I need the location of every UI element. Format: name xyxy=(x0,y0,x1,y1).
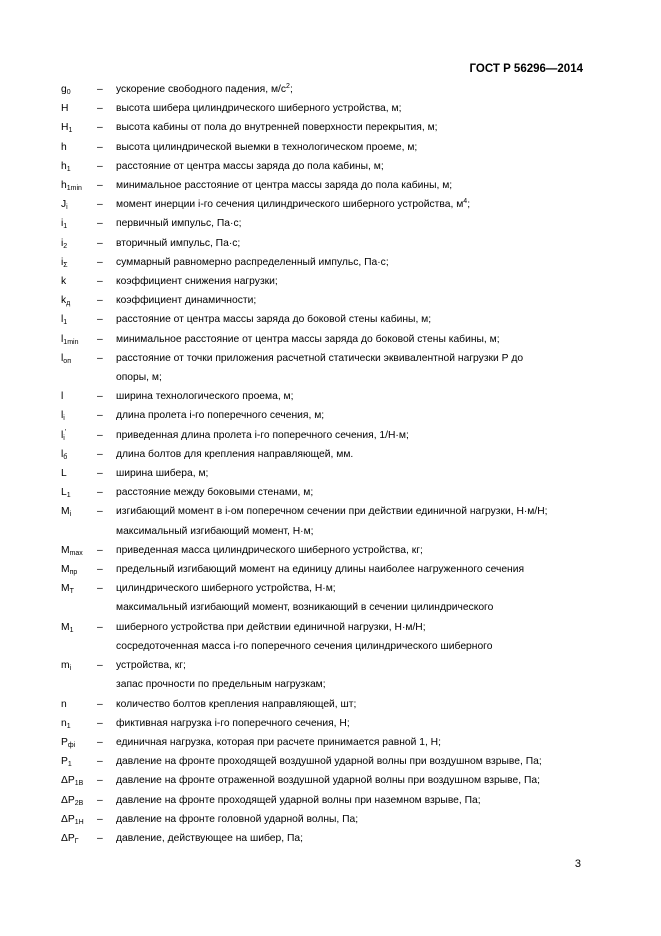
definition-main: расстояние от точки приложения расчетной статически эквивалентной нагрузки Р до xyxy=(116,352,524,364)
definition-main: длина болтов для крепления направляющей, мм. xyxy=(116,448,354,460)
dash-separator: – xyxy=(97,621,103,633)
definition-text xyxy=(116,310,571,329)
definition-row xyxy=(61,752,571,771)
symbol xyxy=(61,310,97,329)
definition-main: количество болтов крепления направляющей, шт; xyxy=(116,698,357,710)
definition-main: предельный изгибающий момент на единицу длины наиболее нагруженного сечения xyxy=(116,564,525,576)
definition-row xyxy=(61,733,571,752)
dash-separator: – xyxy=(97,352,103,364)
symbol-base: M xyxy=(61,621,70,633)
dash-separator: – xyxy=(97,141,103,153)
definition-row xyxy=(61,810,571,829)
symbol-subscript: 1 xyxy=(66,722,71,730)
definition-text xyxy=(116,598,571,617)
dash-separator: – xyxy=(97,448,103,460)
definition-text xyxy=(116,138,571,157)
symbol-base: n xyxy=(61,698,67,710)
dash-separator: – xyxy=(97,295,103,307)
symbol xyxy=(61,387,97,406)
symbol-subscript: i xyxy=(69,665,72,673)
definition-text xyxy=(116,330,571,349)
definition-row xyxy=(61,483,571,502)
definition-text xyxy=(116,560,571,579)
definition-main: расстояние от центра массы заряда до пола кабины, м; xyxy=(116,160,384,172)
definition-text xyxy=(116,464,571,483)
definition-text xyxy=(116,502,571,521)
symbol xyxy=(61,118,97,137)
definition-main: приведенная длина пролета i-го поперечного сечения, 1/Н·м; xyxy=(116,429,409,441)
definition-main: ускорение свободного падения, м/с xyxy=(116,84,287,95)
definition-row xyxy=(61,445,571,464)
symbol xyxy=(61,829,97,848)
symbol-base: ΔP xyxy=(61,813,75,825)
definition-main: высота шибера цилиндрического шиберного устройства, м; xyxy=(116,103,402,115)
dash-separator: – xyxy=(97,736,103,748)
symbol-base: M xyxy=(61,544,70,556)
definition-text xyxy=(116,406,571,425)
definition-row xyxy=(61,579,571,598)
definition-row xyxy=(61,829,571,848)
dash-separator: – xyxy=(97,237,103,249)
dash-separator: – xyxy=(97,487,103,499)
symbol xyxy=(61,195,97,214)
symbol-subscript: 1 xyxy=(63,319,68,327)
definition-text xyxy=(116,829,571,848)
definition-text xyxy=(116,214,571,233)
definition-main: сосредоточенная масса i-го поперечного сечения цилиндрического шиберного xyxy=(116,640,493,652)
definition-main: ширина шибера, м; xyxy=(116,468,209,480)
dash-separator: – xyxy=(97,276,103,288)
symbol-base: l xyxy=(61,391,64,403)
definition-row xyxy=(61,330,571,349)
definition-text xyxy=(116,656,571,675)
definition-row xyxy=(61,99,571,118)
definition-main: высота кабины от пола до внутренней поверхности перекрытия, м; xyxy=(116,122,438,134)
definition-main: расстояние от центра массы заряда до боковой стены кабины, м; xyxy=(116,314,432,326)
definition-text xyxy=(116,349,571,368)
symbol xyxy=(61,99,97,118)
symbol-subscript: i xyxy=(63,415,65,423)
definition-text xyxy=(116,445,571,464)
definition-main: давление на фронте проходящей ударной волны при наземном взрыве, Па; xyxy=(116,794,481,806)
definition-text xyxy=(116,176,571,195)
symbol-base: M xyxy=(61,564,70,576)
definition-main: максимальный изгибающий момент, Н·м; xyxy=(116,525,314,537)
symbol xyxy=(61,214,97,233)
dash-separator: – xyxy=(97,256,103,268)
symbol-subscript: 1В xyxy=(74,780,84,788)
symbol xyxy=(61,272,97,291)
symbol-subscript: T xyxy=(69,588,74,596)
symbol-base: h xyxy=(61,141,67,153)
definition-text xyxy=(116,253,571,272)
symbol-base: h xyxy=(61,180,67,192)
symbol-base: ΔP xyxy=(61,775,75,787)
definition-text xyxy=(116,99,571,118)
definition-row xyxy=(61,426,571,445)
symbol-base: l xyxy=(61,429,64,441)
symbol-base: i xyxy=(61,218,64,230)
symbol xyxy=(61,426,97,445)
symbol-subscript: Σ xyxy=(63,261,68,269)
definition-row xyxy=(61,656,571,675)
definition-row xyxy=(61,675,571,694)
symbol-base: m xyxy=(61,660,70,672)
definition-main: первичный импульс, Па·с; xyxy=(116,218,242,230)
symbol-subscript: д xyxy=(66,300,71,308)
symbol-subscript: оп xyxy=(63,357,71,365)
definition-text xyxy=(116,483,571,502)
symbol-base: l xyxy=(61,314,64,326)
definition-main: давление, действующее на шибер, Па; xyxy=(116,832,303,844)
definition-text xyxy=(116,522,571,541)
symbol-subscript: 1 xyxy=(67,761,72,769)
definition-text xyxy=(116,80,571,99)
definition-tail: ; xyxy=(467,199,471,211)
definition-main: коэффициент снижения нагрузки; xyxy=(116,276,278,288)
symbol xyxy=(61,291,97,310)
symbol xyxy=(61,733,97,752)
definition-row xyxy=(61,502,571,521)
definition-text xyxy=(116,791,571,810)
definition-row xyxy=(61,618,571,637)
symbol-subscript: 1 xyxy=(66,492,71,500)
symbol-subscript: i xyxy=(69,511,72,519)
symbol-subscript: 1 xyxy=(69,626,74,634)
symbol-subscript: Г xyxy=(74,837,79,845)
definition-main: коэффициент динамичности; xyxy=(116,295,257,307)
symbol-subscript: 1 xyxy=(68,127,73,135)
definition-text xyxy=(116,771,571,790)
dash-separator: – xyxy=(97,429,103,441)
symbol-base: g xyxy=(61,84,67,95)
symbol xyxy=(61,714,97,733)
definition-row xyxy=(61,406,571,425)
definition-row xyxy=(61,598,571,617)
definition-main: шиберного устройства при действии единичной нагрузки, Н·м/Н; xyxy=(116,621,426,633)
definition-main: единичная нагрузка, которая при расчете принимается равной 1, Н; xyxy=(116,736,441,748)
dash-separator: – xyxy=(97,832,103,844)
definition-row xyxy=(61,695,571,714)
symbol xyxy=(61,771,97,790)
definition-row xyxy=(61,80,571,99)
symbol xyxy=(61,445,97,464)
dash-separator: – xyxy=(97,544,103,556)
symbol-base: J xyxy=(61,199,67,211)
definition-row xyxy=(61,291,571,310)
dash-separator: – xyxy=(97,199,103,211)
definition-row xyxy=(61,272,571,291)
dash-separator: – xyxy=(97,583,103,595)
definition-row xyxy=(61,791,571,810)
symbol xyxy=(61,618,97,637)
definition-row xyxy=(61,214,571,233)
symbol-subscript: 0 xyxy=(66,89,71,96)
definition-text xyxy=(116,675,571,694)
symbol-base: ΔP xyxy=(61,832,75,844)
definition-main: цилиндрического шиберного устройства, Н·м; xyxy=(116,583,336,595)
definition-main: высота цилиндрической выемки в технологическом проеме, м; xyxy=(116,141,418,153)
definition-text xyxy=(116,387,571,406)
symbol-subscript: 2В xyxy=(74,799,84,807)
symbol-definitions-list xyxy=(61,80,571,848)
symbol-base: L xyxy=(61,487,67,499)
symbol xyxy=(61,464,97,483)
dash-separator: – xyxy=(97,122,103,134)
definition-row xyxy=(61,387,571,406)
definition-text xyxy=(116,234,571,253)
definition-text xyxy=(116,618,571,637)
symbol-base: l xyxy=(61,410,64,422)
dash-separator: – xyxy=(97,660,103,672)
dash-separator: – xyxy=(97,218,103,230)
symbol-superscript: ' xyxy=(64,428,67,436)
symbol-subscript: 1Н xyxy=(74,818,84,826)
symbol-base: L xyxy=(61,468,67,480)
definition-row xyxy=(61,714,571,733)
definition-main: длина пролета i-го поперечного сечения, м; xyxy=(116,410,325,422)
definition-text xyxy=(116,541,571,560)
symbol-subscript: 1min xyxy=(66,185,82,193)
symbol xyxy=(61,406,97,425)
definition-superscript: 2 xyxy=(286,83,290,90)
symbol-base: i xyxy=(61,237,64,249)
symbol-base: l xyxy=(61,333,64,345)
symbol-base: P xyxy=(61,736,68,748)
definition-main: суммарный равномерно распределенный импульс, Па·с; xyxy=(116,256,389,268)
definition-main: фиктивная нагрузка i-го поперечного сечения, Н; xyxy=(116,717,350,729)
definition-tail: ; xyxy=(289,84,293,95)
definition-text xyxy=(116,579,571,598)
definition-main: момент инерции i-го сечения цилиндрического шиберного устройства, м xyxy=(116,199,464,211)
definition-main: максимальный изгибающий момент, возникающий в сечении цилиндрического xyxy=(116,602,494,614)
dash-separator: – xyxy=(97,506,103,518)
definition-main: давление на фронте отраженной воздушной ударной волны при воздушном взрыве, Па; xyxy=(116,775,540,787)
symbol-subscript: 1 xyxy=(66,165,71,173)
symbol xyxy=(61,157,97,176)
symbol-subscript: фi xyxy=(67,741,76,749)
symbol-subscript: 1min xyxy=(63,338,79,346)
dash-separator: – xyxy=(97,160,103,172)
dash-separator: – xyxy=(97,775,103,787)
symbol-base: k xyxy=(61,276,67,288)
symbol-base: l xyxy=(61,352,64,364)
symbol-base: k xyxy=(61,295,67,307)
symbol xyxy=(61,752,97,771)
dash-separator: – xyxy=(97,813,103,825)
definition-main: минимальное расстояние от центра массы заряда до боковой стены кабины, м; xyxy=(116,333,500,345)
symbol-base: ΔP xyxy=(61,794,75,806)
definition-row xyxy=(61,522,571,541)
symbol-subscript: б xyxy=(63,453,68,461)
definition-row xyxy=(61,349,571,368)
definition-row xyxy=(61,464,571,483)
definition-main: вторичный импульс, Па·с; xyxy=(116,237,241,249)
symbol-base: P xyxy=(61,756,68,768)
symbol-subscript: i xyxy=(66,204,68,212)
definition-main: опоры, м; xyxy=(116,372,162,384)
page-number: 3 xyxy=(574,858,581,870)
dash-separator: – xyxy=(97,84,103,95)
symbol xyxy=(61,483,97,502)
dash-separator: – xyxy=(97,410,103,422)
symbol-base: H xyxy=(61,122,69,134)
dash-separator: – xyxy=(97,794,103,806)
symbol-subscript: 2 xyxy=(63,242,68,250)
symbol-subscript: 1 xyxy=(63,223,68,231)
dash-separator: – xyxy=(97,468,103,480)
symbol-base: H xyxy=(61,103,69,115)
definition-text xyxy=(116,695,571,714)
definition-main: запас прочности по предельным нагрузкам; xyxy=(116,679,326,691)
dash-separator: – xyxy=(97,103,103,115)
symbol-subscript: пр xyxy=(69,569,78,577)
definition-text xyxy=(116,157,571,176)
symbol-base: M xyxy=(61,583,70,595)
symbol xyxy=(61,138,97,157)
definition-row xyxy=(61,118,571,137)
definition-row xyxy=(61,234,571,253)
symbol xyxy=(61,502,97,521)
definition-text xyxy=(116,810,571,829)
symbol xyxy=(61,234,97,253)
symbol xyxy=(61,810,97,829)
definition-text xyxy=(116,272,571,291)
symbol xyxy=(61,656,97,675)
definition-main: давление на фронте головной ударной волны, Па; xyxy=(116,813,359,825)
definition-main: изгибающий момент в i-ом поперечном сечении при действии единичной нагрузки, Н·м/Н; xyxy=(116,506,548,518)
symbol xyxy=(61,176,97,195)
definition-text xyxy=(116,714,571,733)
symbol-base: h xyxy=(61,160,67,172)
definition-row xyxy=(61,176,571,195)
symbol-subscript: i xyxy=(63,434,65,442)
dash-separator: – xyxy=(97,564,103,576)
dash-separator: – xyxy=(97,314,103,326)
definition-main: расстояние между боковыми стенами, м; xyxy=(116,487,314,499)
definition-row xyxy=(61,195,571,214)
symbol-base: M xyxy=(61,506,70,518)
dash-separator: – xyxy=(97,180,103,192)
definition-row xyxy=(61,138,571,157)
symbol xyxy=(61,541,97,560)
symbol xyxy=(61,330,97,349)
dash-separator: – xyxy=(97,717,103,729)
dash-separator: – xyxy=(97,756,103,768)
definition-row xyxy=(61,541,571,560)
symbol-base: n xyxy=(61,717,67,729)
definition-row xyxy=(61,368,571,387)
symbol xyxy=(61,253,97,272)
definition-text xyxy=(116,752,571,771)
definition-text xyxy=(116,426,571,445)
definition-text xyxy=(116,733,571,752)
definition-row xyxy=(61,157,571,176)
definition-main: ширина технологического проема, м; xyxy=(116,391,294,403)
definition-main: давление на фронте проходящей воздушной ударной волны при воздушном взрыве, Па; xyxy=(116,756,542,768)
definition-row xyxy=(61,637,571,656)
definition-text xyxy=(116,118,571,137)
symbol-subscript: max xyxy=(69,549,83,557)
symbol xyxy=(61,579,97,598)
symbol xyxy=(61,695,97,714)
definition-text xyxy=(116,195,571,214)
definition-main: устройства, кг; xyxy=(116,660,186,672)
document-code: ГОСТ Р 56296—2014 xyxy=(469,63,583,75)
definition-row xyxy=(61,310,571,329)
dash-separator: – xyxy=(97,391,103,403)
definition-text xyxy=(116,637,571,656)
definition-text xyxy=(116,291,571,310)
symbol-base: i xyxy=(61,256,64,268)
symbol-base: l xyxy=(61,448,64,460)
symbol xyxy=(61,791,97,810)
symbol xyxy=(61,349,97,368)
definition-row xyxy=(61,560,571,579)
symbol xyxy=(61,560,97,579)
definition-main: приведенная масса цилиндрического шиберного устройства, кг; xyxy=(116,544,423,556)
definition-row xyxy=(61,253,571,272)
symbol xyxy=(61,80,97,99)
definition-row xyxy=(61,771,571,790)
definition-text xyxy=(116,368,571,387)
definition-superscript: 4 xyxy=(463,198,468,206)
definition-main: минимальное расстояние от центра массы заряда до пола кабины, м; xyxy=(116,180,453,192)
dash-separator: – xyxy=(97,333,103,345)
dash-separator: – xyxy=(97,698,103,710)
